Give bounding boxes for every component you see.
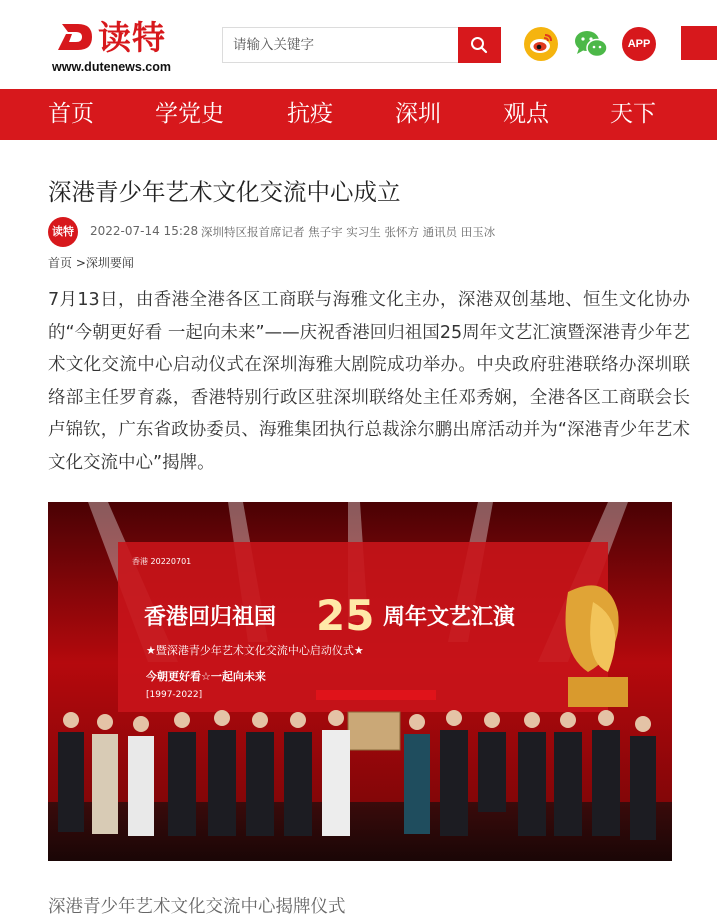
banner-years: [1997-2022] — [146, 690, 203, 700]
logo-text: 读特 — [98, 18, 166, 57]
wechat-icon — [573, 27, 609, 61]
breadcrumb-home[interactable]: 首页 — [48, 256, 73, 270]
logo-url: www.dutenews.com — [52, 60, 172, 74]
banner-title-left: 香港回归祖国 — [144, 605, 277, 630]
banner-number: 25 — [316, 591, 375, 640]
search-icon — [470, 36, 488, 54]
banner-subtitle: ★暨深港青少年艺术文化交流中心启动仪式★ — [146, 644, 364, 657]
app-download-button[interactable]: APP — [622, 27, 656, 61]
breadcrumb — [48, 254, 134, 271]
photo-caption: 深港青少年艺术文化交流中心揭牌仪式 — [48, 897, 346, 917]
publish-date: 2022-07-14 15:28 — [90, 224, 199, 238]
logo-d-icon — [58, 20, 96, 54]
search-button[interactable] — [458, 27, 501, 63]
nav-item-home[interactable]: 首页 — [48, 101, 94, 127]
breadcrumb-separator: > — [72, 256, 86, 270]
banner-date: 香港 20220701 — [132, 557, 192, 566]
author-line: 深圳特区报首席记者 焦子宇 实习生 张怀方 通讯员 田玉冰 — [201, 225, 496, 239]
nav-item-opinion[interactable]: 观点 — [503, 101, 549, 127]
banner-title-right: 周年文艺汇演 — [383, 605, 516, 630]
nav-item-epidemic[interactable]: 抗疫 — [287, 101, 333, 127]
weibo-icon — [524, 27, 558, 61]
main-nav — [0, 89, 717, 140]
site-logo[interactable] — [52, 18, 198, 78]
article-photo[interactable] — [48, 502, 672, 861]
menu-button[interactable] — [681, 26, 717, 60]
article-meta — [48, 217, 688, 247]
nav-item-shenzhen[interactable]: 深圳 — [395, 101, 441, 127]
article-body: 7月13日，由香港全港各区工商联与海雅文化主办，深港双创基地、恒生文化协办的“今朝更好看 一起向未来”——庆祝香港回归祖国25周年文艺汇演暨深港青少年艺术文化交流中心启动仪式在深圳海雅大剧院成功举办。中央政府驻港联络办深圳联络部主任罗育淼，香港特别行政区驻深圳联络处主任邓秀娴，全港各区工商联会长卢锦钦，广东省政协委员、海雅集团执行总裁涂尔鹏出席活动并为“深港青少年艺术文化交流中心”揭牌。 — [48, 290, 690, 473]
wechat-share-button[interactable] — [573, 27, 607, 61]
search-input[interactable] — [223, 28, 459, 62]
nav-item-party-history[interactable]: 学党史 — [155, 101, 224, 127]
event-photo-illustration — [48, 502, 672, 861]
article-title: 深港青少年艺术文化交流中心成立 — [48, 178, 401, 206]
search-box — [222, 27, 501, 63]
site-header — [0, 0, 717, 88]
source-avatar[interactable]: 读特 — [48, 217, 78, 247]
breadcrumb-section[interactable]: 深圳要闻 — [85, 256, 134, 270]
banner-slogan: 今朝更好看☆一起向未来 — [146, 670, 266, 683]
weibo-share-button[interactable] — [524, 27, 558, 61]
nav-item-world[interactable]: 天下 — [610, 101, 656, 127]
